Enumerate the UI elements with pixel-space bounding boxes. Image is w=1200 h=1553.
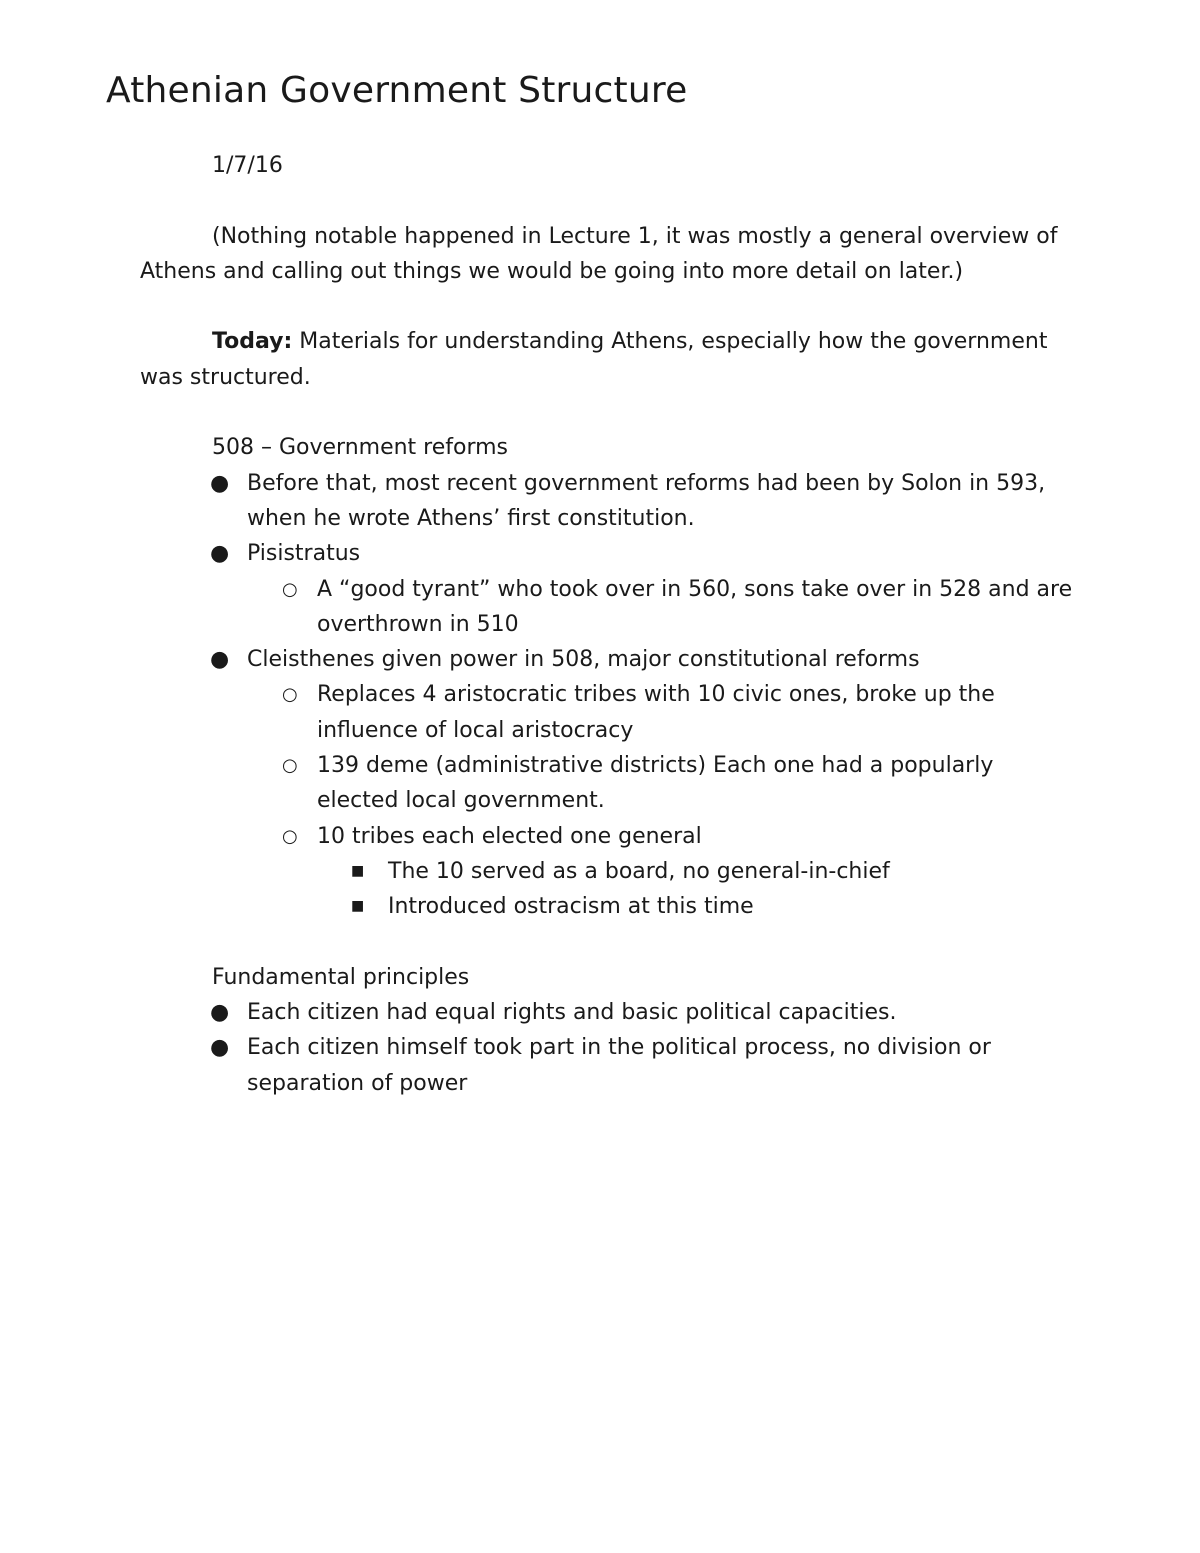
list-item-text: 139 deme (administrative districts) Each one had a popularly elected local government. <box>317 753 994 814</box>
list-item-text: Pisistratus <box>247 541 361 567</box>
circle-bullet-icon: ○ <box>282 825 298 847</box>
list-item <box>140 536 1080 571</box>
bullet-icon: ● <box>210 541 230 567</box>
list-item <box>140 889 1080 924</box>
today-label: Today: <box>212 329 293 355</box>
para-empty <box>140 289 1080 324</box>
date-text: 1/7/16 <box>212 153 283 178</box>
note-text: (Nothing notable happened in Lecture 1, it was mostly a general overview of Athens and calling out things we would be going into more detail on later.) <box>140 223 1058 284</box>
list-item <box>140 854 1080 889</box>
list-item-text: The 10 served as a board, no general-in-chief <box>388 858 890 884</box>
list-item-text: Replaces 4 aristocratic tribes with 10 civic ones, broke up the influence of local aristocracy <box>317 682 995 743</box>
list-item <box>140 819 1080 854</box>
list-item-text: Cleisthenes given power in 508, major constitutional reforms <box>247 647 920 673</box>
circle-bullet-icon: ○ <box>282 755 298 777</box>
bullet-icon: ● <box>210 470 230 496</box>
para-date <box>140 148 1080 183</box>
list-item <box>140 572 1080 643</box>
bullet-icon: ● <box>210 647 230 673</box>
para-principles-heading <box>140 960 1080 995</box>
list-item-text: 10 tribes each elected one general <box>317 823 702 849</box>
para-empty <box>140 395 1080 430</box>
reforms-heading-text: 508 – Government reforms <box>212 435 509 461</box>
list-item <box>140 748 1080 819</box>
para-today <box>140 324 1080 395</box>
list-item <box>140 1030 1080 1101</box>
square-bullet-icon: ■ <box>351 862 365 879</box>
para-empty <box>140 925 1080 960</box>
circle-bullet-icon: ○ <box>282 578 298 600</box>
list-item-text: Each citizen had equal rights and basic political capacities. <box>247 1000 897 1026</box>
notes-body <box>140 148 1080 1101</box>
list-item <box>140 466 1080 537</box>
bullet-icon: ● <box>210 1035 230 1061</box>
principles-heading-text: Fundamental principles <box>212 964 470 990</box>
para-empty <box>140 183 1080 218</box>
para-reforms-heading <box>140 430 1080 465</box>
today-text: Materials for understanding Athens, especially how the government was structured. <box>140 329 1048 390</box>
list-item <box>140 677 1080 748</box>
list-item-text: Each citizen himself took part in the political process, no division or separation of power <box>247 1035 991 1096</box>
square-bullet-icon: ■ <box>351 898 365 915</box>
list-item-text: Introduced ostracism at this time <box>388 894 754 920</box>
circle-bullet-icon: ○ <box>282 684 298 706</box>
page-title: Athenian Government Structure <box>106 70 688 111</box>
list-item-text: A “good tyrant” who took over in 560, sons take over in 528 and are overthrown in 510 <box>317 576 1073 637</box>
list-item-text: Before that, most recent government reforms had been by Solon in 593, when he wrote Athens’ first constitution. <box>247 470 1046 531</box>
para-note <box>140 219 1080 290</box>
bullet-icon: ● <box>210 1000 230 1026</box>
list-item <box>140 995 1080 1030</box>
list-item <box>140 642 1080 677</box>
